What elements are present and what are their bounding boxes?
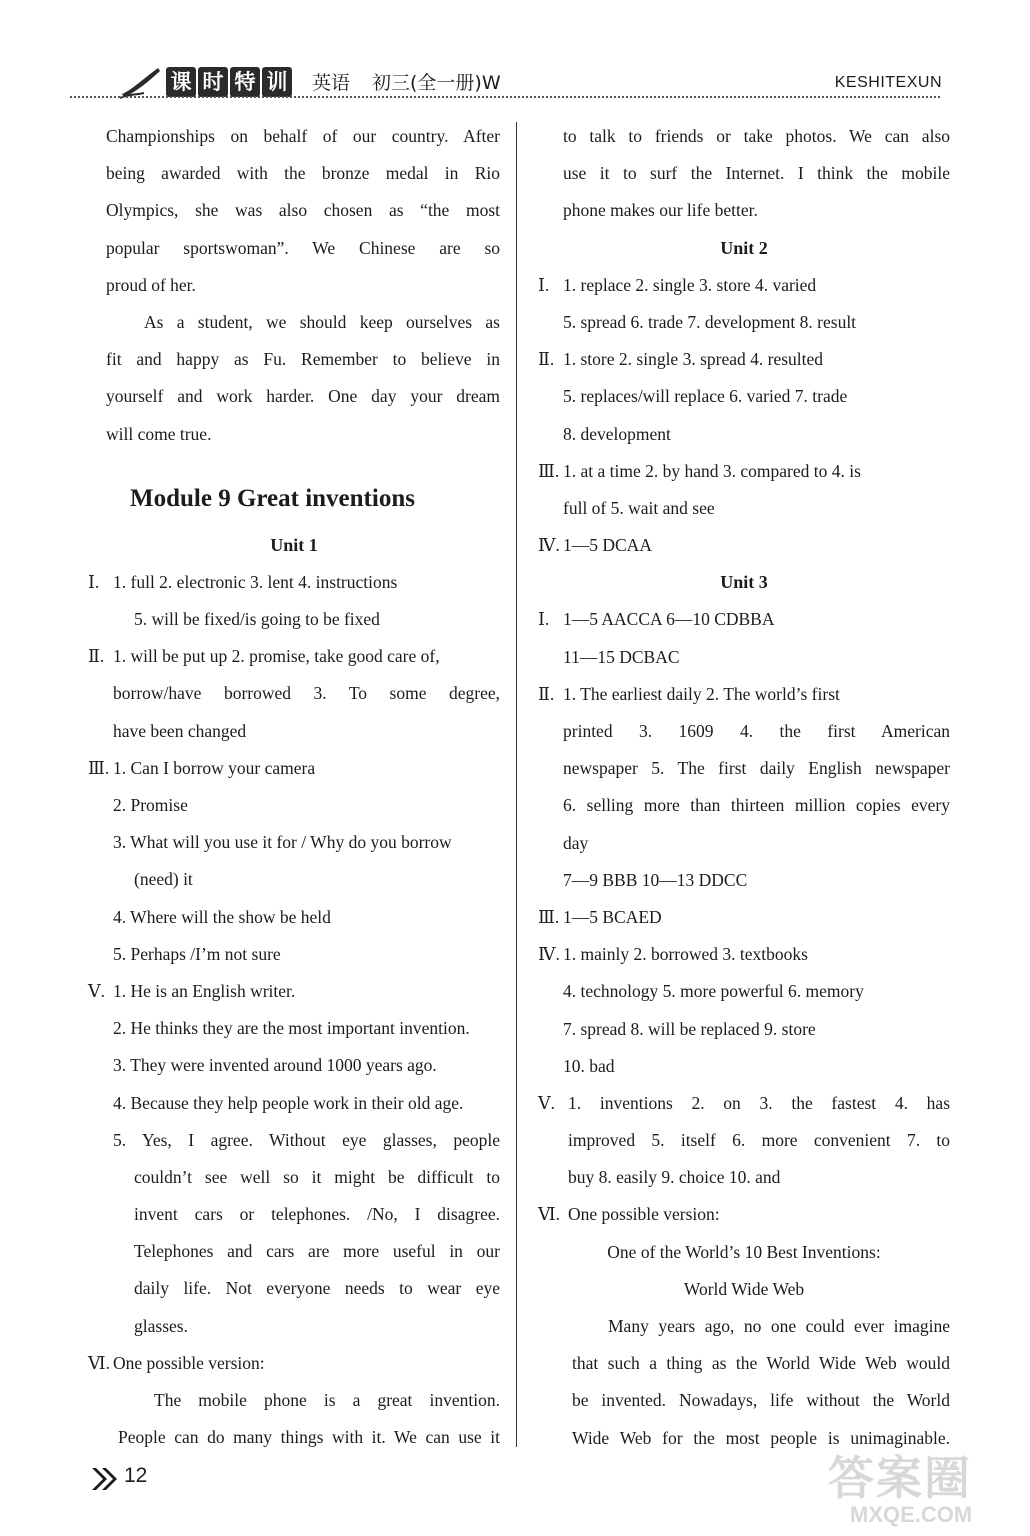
text-line: Olympics, she was also chosen as “the most	[106, 200, 500, 221]
answer-line: (need) it	[134, 869, 193, 890]
section-number: Ⅱ.	[88, 646, 105, 667]
answer-line: have been changed	[113, 720, 247, 741]
text-line: As a student, we should keep ourselves as	[144, 311, 500, 332]
answer-line: couldn’t see well so it might be difficult to	[134, 1166, 500, 1187]
watermark-url: MXQE.COM	[850, 1502, 973, 1527]
essay-subtitle: World Wide Web	[683, 1278, 805, 1299]
essay-line: People can do many things with it. We can use it	[118, 1427, 500, 1448]
answer-line: 4. technology 5. more powerful 6. memory	[563, 981, 864, 1002]
unit-heading: Unit 1	[270, 534, 318, 555]
book-logo	[118, 64, 292, 100]
answer-line: Ⅳ. 1—5 DCAA	[538, 527, 950, 564]
section-number: Ⅲ.	[538, 460, 560, 481]
section-number: Ⅰ.	[88, 571, 100, 592]
answer-line: 8. development	[563, 423, 671, 444]
answer-line: Ⅵ. One possible version:	[88, 1345, 500, 1382]
header-brand: KESHITEXUN	[834, 74, 942, 91]
unit-heading: Unit 3	[720, 572, 768, 593]
section-number: Ⅰ.	[538, 274, 550, 295]
answer-line: 6. selling more than thirteen million copies every	[563, 795, 950, 816]
section-number: Ⅰ.	[538, 609, 550, 630]
answer-line: Ⅲ. 1. at a time 2. by hand 3. compared to 4. is	[538, 453, 950, 490]
answer-line: daily life. Not everyone needs to wear eye	[134, 1278, 500, 1299]
answer-line: newspaper 5. The first daily English newspaper	[563, 758, 950, 779]
logo-char: 训	[262, 67, 292, 97]
text-line: being awarded with the bronze medal in Rio	[106, 163, 500, 184]
answer-line: 3. They were invented around 1000 years ago.	[113, 1055, 437, 1076]
essay-line: use it to surf the Internet. I think the mobile	[563, 163, 950, 184]
answer-line: Ⅲ. 1. Can I borrow your camera	[88, 750, 500, 787]
answer-line: Ⅴ. 1. He is an English writer.	[88, 973, 500, 1010]
essay-line: be invented. Nowadays, life without the World	[572, 1390, 950, 1411]
answer-line: 3. What will you use it for / Why do you borrow	[113, 832, 452, 853]
answer-line: improved 5. itself 6. more convenient 7. to	[568, 1130, 950, 1151]
answer-line: 11—15 DCBAC	[563, 646, 680, 667]
double-chevron-icon	[90, 1465, 120, 1493]
text-line: fit and happy as Fu. Remember to believe in	[106, 349, 500, 370]
right-column	[538, 118, 950, 1457]
answer-line: glasses.	[134, 1315, 188, 1336]
answer-line: Ⅱ. 1. store 2. single 3. spread 4. resulted	[538, 341, 950, 378]
watermark	[828, 1442, 988, 1532]
answer-line: 5. replaces/will replace 6. varied 7. trade	[563, 386, 848, 407]
logo-char: 时	[198, 67, 228, 97]
section-number: Ⅳ.	[538, 535, 560, 556]
section-number: Ⅱ.	[538, 349, 555, 370]
logo-char: 课	[166, 67, 196, 97]
answer-line: Ⅱ. 1. will be put up 2. promise, take good care of,	[88, 638, 500, 675]
section-number: Ⅴ.	[88, 980, 106, 1001]
answer-line: printed 3. 1609 4. the first American	[563, 721, 950, 741]
answer-line: 2. He thinks they are the most important invention.	[113, 1018, 470, 1039]
section-number: Ⅵ.	[88, 1352, 110, 1373]
text-line: popular sportswoman”. We Chinese are so	[106, 237, 500, 258]
column-divider	[516, 122, 517, 1447]
essay-line: The mobile phone is a great invention.	[154, 1390, 500, 1410]
left-column	[88, 118, 500, 1456]
essay-line: phone makes our life better.	[563, 200, 758, 221]
answer-line: borrow/have borrowed 3. To some degree,	[113, 683, 500, 704]
header-subject: 英语	[312, 72, 351, 94]
answer-line: Ⅴ. 1. inventions 2. on 3. the fastest 4. has	[538, 1085, 950, 1122]
unit-heading: Unit 2	[720, 237, 768, 258]
pen-icon	[118, 64, 162, 100]
essay-title: One of the World’s 10 Best Inventions:	[607, 1241, 881, 1262]
text-line: yourself and work harder. One day your dream	[106, 386, 500, 407]
answer-line: 7—9 BBB 10—13 DDCC	[563, 869, 748, 890]
answer-line: Ⅵ. One possible version:	[538, 1196, 950, 1233]
answer-line: Ⅲ. 1—5 BCAED	[538, 899, 950, 936]
answer-line: day	[563, 832, 589, 853]
answer-line: 5. spread 6. trade 7. development 8. result	[563, 311, 857, 332]
section-number: Ⅳ.	[538, 944, 560, 965]
answer-line: Ⅱ. 1. The earliest daily 2. The world’s first	[538, 676, 950, 713]
answer-line: 5. will be fixed/is going to be fixed	[134, 609, 380, 630]
header-divider	[70, 96, 940, 98]
text-line: proud of her.	[106, 274, 196, 295]
answer-line: Telephones and cars are more useful in our	[134, 1241, 500, 1262]
answer-line: 4. Because they help people work in their old age.	[113, 1092, 464, 1113]
answer-line: Ⅰ. 1. replace 2. single 3. store 4. varied	[538, 267, 950, 304]
section-number: Ⅲ.	[538, 906, 560, 927]
section-number: Ⅴ.	[538, 1092, 556, 1113]
answer-line: 2. Promise	[113, 795, 188, 815]
answer-line: 5. Perhaps /I’m not sure	[113, 943, 281, 964]
text-line: will come true.	[106, 423, 212, 444]
header-grade: 初三(全一册)W	[372, 72, 501, 94]
answer-line: 10. bad	[563, 1055, 615, 1076]
answer-line: Ⅳ. 1. mainly 2. borrowed 3. textbooks	[538, 936, 950, 973]
watermark-text: 答案圈	[828, 1451, 972, 1505]
page-header	[0, 60, 1030, 105]
section-number: Ⅲ.	[88, 757, 110, 778]
answer-line: Ⅰ. 1. full 2. electronic 3. lent 4. instructions	[88, 564, 500, 601]
section-number: Ⅵ.	[538, 1204, 560, 1225]
section-number: Ⅱ.	[538, 683, 555, 704]
page-number: 12	[124, 1464, 148, 1487]
text-line: Championships on behalf of our country. After	[106, 126, 500, 146]
module-title: Module 9 Great inventions	[130, 484, 415, 512]
answer-line: 7. spread 8. will be replaced 9. store	[563, 1018, 816, 1039]
answer-line: 4. Where will the show be held	[113, 906, 331, 927]
essay-line: Many years ago, no one could ever imagine	[608, 1316, 950, 1336]
answer-line: Ⅰ. 1—5 AACCA 6—10 CDBBA	[538, 601, 950, 638]
logo-char: 特	[230, 67, 260, 97]
essay-line: Wide Web for the most people is unimaginable.	[572, 1427, 950, 1448]
answer-line: full of 5. wait and see	[563, 497, 715, 518]
answer-line: 5. Yes, I agree. Without eye glasses, people	[113, 1129, 500, 1150]
answer-line: invent cars or telephones. /No, I disagree.	[134, 1204, 500, 1225]
answer-line: buy 8. easily 9. choice 10. and	[568, 1167, 781, 1188]
essay-line: that such a thing as the World Wide Web would	[572, 1353, 950, 1374]
essay-line: to talk to friends or take photos. We can also	[563, 126, 950, 146]
